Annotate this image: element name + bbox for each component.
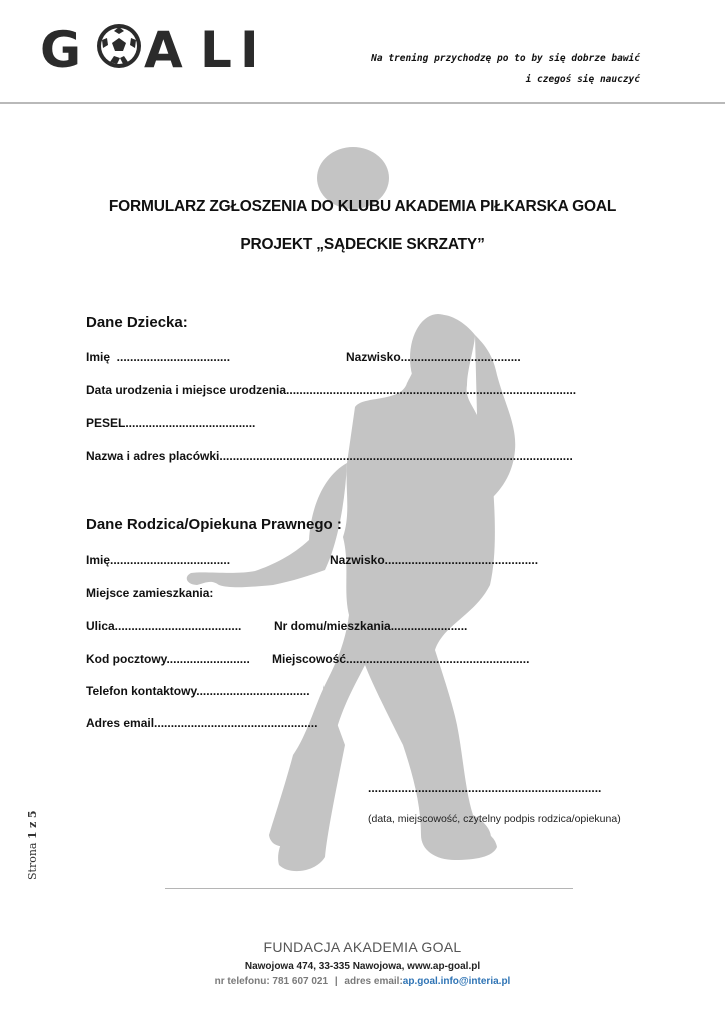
parent-email-field[interactable]: Adres email................................................. xyxy=(86,716,318,730)
parent-postal-row xyxy=(86,652,250,666)
page-number xyxy=(26,810,39,880)
child-first-name-field[interactable]: Imię .................................. xyxy=(86,350,231,364)
page-of: z xyxy=(26,821,39,828)
parent-city-row xyxy=(272,652,529,666)
tagline-line2: i czegoś się nauczyć xyxy=(525,74,640,85)
logo-letter-l: L xyxy=(200,22,232,70)
child-last-name-field[interactable]: Nazwisko.................................... xyxy=(346,350,521,364)
parent-first-name-row xyxy=(86,553,230,567)
child-birth-field[interactable]: Data urodzenia i miejsce urodzenia....................................................................................... xyxy=(86,383,577,397)
child-last-name-row xyxy=(346,350,521,364)
child-institution-field[interactable]: Nazwa i adres placówki.......................................................................................................... xyxy=(86,449,573,463)
child-pesel-field[interactable]: PESEL....................................... xyxy=(86,416,256,430)
soccer-ball-icon xyxy=(97,24,141,68)
logo-letter-a: A xyxy=(144,22,183,70)
foundation-address: Nawojowa 474, 33-335 Nawojowa, www.ap-goal.pl xyxy=(244,961,481,972)
parent-residence-label: Miejsce zamieszkania: xyxy=(86,586,214,600)
goal-logo xyxy=(40,22,268,70)
contact-phone: nr telefonu: 781 607 021 xyxy=(214,976,329,987)
contact-separator: | xyxy=(334,976,338,987)
child-institution-row xyxy=(86,449,573,463)
parent-house-field[interactable]: Nr domu/mieszkania....................... xyxy=(274,619,468,633)
page-current: 1 xyxy=(26,831,39,840)
logo-letter-g: G xyxy=(40,22,82,70)
child-birth-row xyxy=(86,383,576,397)
parent-house-row xyxy=(274,619,467,633)
foundation-contact xyxy=(0,976,725,987)
parent-street-row xyxy=(86,619,241,633)
parent-last-name-field[interactable]: Nazwisko.............................................. xyxy=(330,553,539,567)
header-divider xyxy=(0,102,725,104)
parent-postal-field[interactable]: Kod pocztowy......................... xyxy=(86,652,250,666)
signature-line[interactable]: ...................................................................... xyxy=(368,781,602,795)
footer-divider xyxy=(165,888,573,889)
form-title: FORMULARZ ZGŁOSZENIA DO KLUBU AKADEMIA PIŁKARSKA GOAL xyxy=(108,198,617,215)
parent-phone-field[interactable]: Telefon kontaktowy.................................. xyxy=(86,684,310,698)
contact-email-label: adres email: xyxy=(344,976,403,987)
signature-caption: (data, miejscowość, czytelny podpis rodzica/opiekuna) xyxy=(368,813,621,825)
page-label: Strona xyxy=(26,842,39,880)
parent-city-field[interactable]: Miejscowość....................................................... xyxy=(272,652,530,666)
parent-first-name-field[interactable]: Imię.................................... xyxy=(86,553,231,567)
child-pesel-row xyxy=(86,416,255,430)
foundation-name: FUNDACJA AKADEMIA GOAL xyxy=(263,939,462,955)
parent-phone-row xyxy=(86,684,310,698)
project-title: PROJEKT „SĄDECKIE SKRZATY” xyxy=(240,236,485,253)
page-total: 5 xyxy=(26,810,39,819)
contact-email-link[interactable]: ap.goal.info@interia.pl xyxy=(402,976,511,987)
parent-email-row xyxy=(86,716,317,730)
parent-street-field[interactable]: Ulica...................................... xyxy=(86,619,242,633)
parent-section-heading: Dane Rodzica/Opiekuna Prawnego : xyxy=(86,516,342,533)
player-silhouette-watermark xyxy=(175,145,535,885)
logo-letter-i: I xyxy=(240,22,259,70)
child-name-row xyxy=(86,350,230,364)
tagline-line1: Na trening przychodzę po to by się dobrze bawić xyxy=(371,53,640,64)
parent-last-name-row xyxy=(330,553,538,567)
child-section-heading: Dane Dziecka: xyxy=(86,314,188,331)
